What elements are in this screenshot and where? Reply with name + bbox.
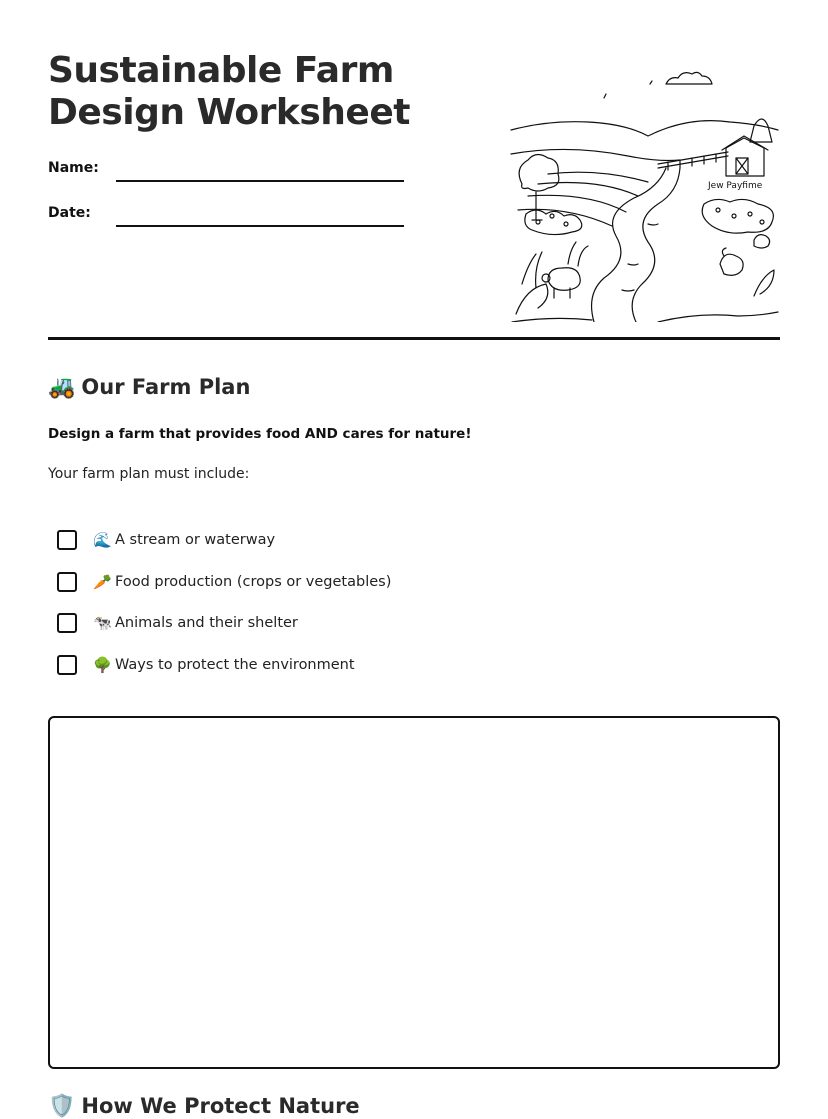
checklist-label: Food production (crops or vegetables) bbox=[115, 573, 392, 590]
shield-icon: 🛡️ bbox=[48, 1094, 76, 1119]
chicken-shape bbox=[720, 248, 743, 275]
carrot-icon: 🥕 bbox=[93, 572, 112, 591]
checklist-item[interactable] bbox=[57, 611, 391, 653]
intro-text: Your farm plan must include: bbox=[48, 466, 250, 482]
section-heading: How We Protect Nature bbox=[81, 1094, 360, 1118]
header-divider bbox=[48, 337, 780, 340]
cow-icon: 🐄 bbox=[93, 614, 112, 632]
title-line-2: Design Worksheet bbox=[48, 92, 410, 133]
stream-shape bbox=[592, 168, 666, 322]
section-heading: Our Farm Plan bbox=[81, 375, 251, 399]
chicken-shape bbox=[754, 235, 770, 248]
checklist-item[interactable] bbox=[57, 653, 391, 695]
farm-illustration bbox=[508, 64, 780, 322]
flower-bush bbox=[702, 199, 773, 233]
bird-shape bbox=[604, 81, 652, 98]
stream-ripples bbox=[622, 224, 658, 291]
checkbox[interactable] bbox=[57, 530, 77, 550]
checklist-label: A stream or waterway bbox=[115, 532, 276, 548]
section-title-farm-plan bbox=[48, 375, 250, 400]
name-label: Name: bbox=[48, 160, 99, 176]
checkbox[interactable] bbox=[57, 572, 77, 592]
hill-shape bbox=[511, 121, 778, 136]
tree-icon: 🌳 bbox=[93, 655, 112, 674]
name-field[interactable] bbox=[48, 160, 408, 184]
checkbox[interactable] bbox=[57, 613, 77, 633]
cloud-shape bbox=[666, 72, 712, 84]
date-label: Date: bbox=[48, 205, 91, 221]
ground-lines bbox=[512, 312, 778, 322]
plant-shape bbox=[516, 270, 774, 314]
tractor-icon: 🚜 bbox=[48, 375, 76, 400]
field-rows bbox=[518, 172, 648, 226]
date-line[interactable] bbox=[116, 225, 404, 227]
name-line[interactable] bbox=[116, 180, 404, 182]
instruction-text: Design a farm that provides food AND cares for nature! bbox=[48, 426, 472, 442]
date-field[interactable] bbox=[48, 205, 408, 229]
checklist-label: Ways to protect the environment bbox=[115, 656, 355, 673]
barn-sign-text: Jew Payfime bbox=[708, 181, 763, 191]
stream-shape bbox=[632, 168, 680, 322]
checklist-item[interactable] bbox=[57, 528, 391, 570]
title-line-1: Sustainable Farm bbox=[48, 50, 394, 91]
checklist-item[interactable] bbox=[57, 570, 391, 612]
barn-shape bbox=[722, 119, 772, 176]
section-title-protect-nature bbox=[48, 1094, 360, 1119]
requirements-checklist bbox=[57, 528, 391, 694]
drawing-area[interactable] bbox=[48, 716, 780, 1069]
fence-shape bbox=[668, 154, 716, 170]
flower-dot bbox=[716, 208, 720, 212]
plant-shape bbox=[522, 242, 588, 288]
checkbox[interactable] bbox=[57, 655, 77, 675]
wave-icon: 🌊 bbox=[93, 531, 112, 549]
checklist-label: Animals and their shelter bbox=[115, 615, 298, 631]
page-title bbox=[48, 50, 410, 134]
